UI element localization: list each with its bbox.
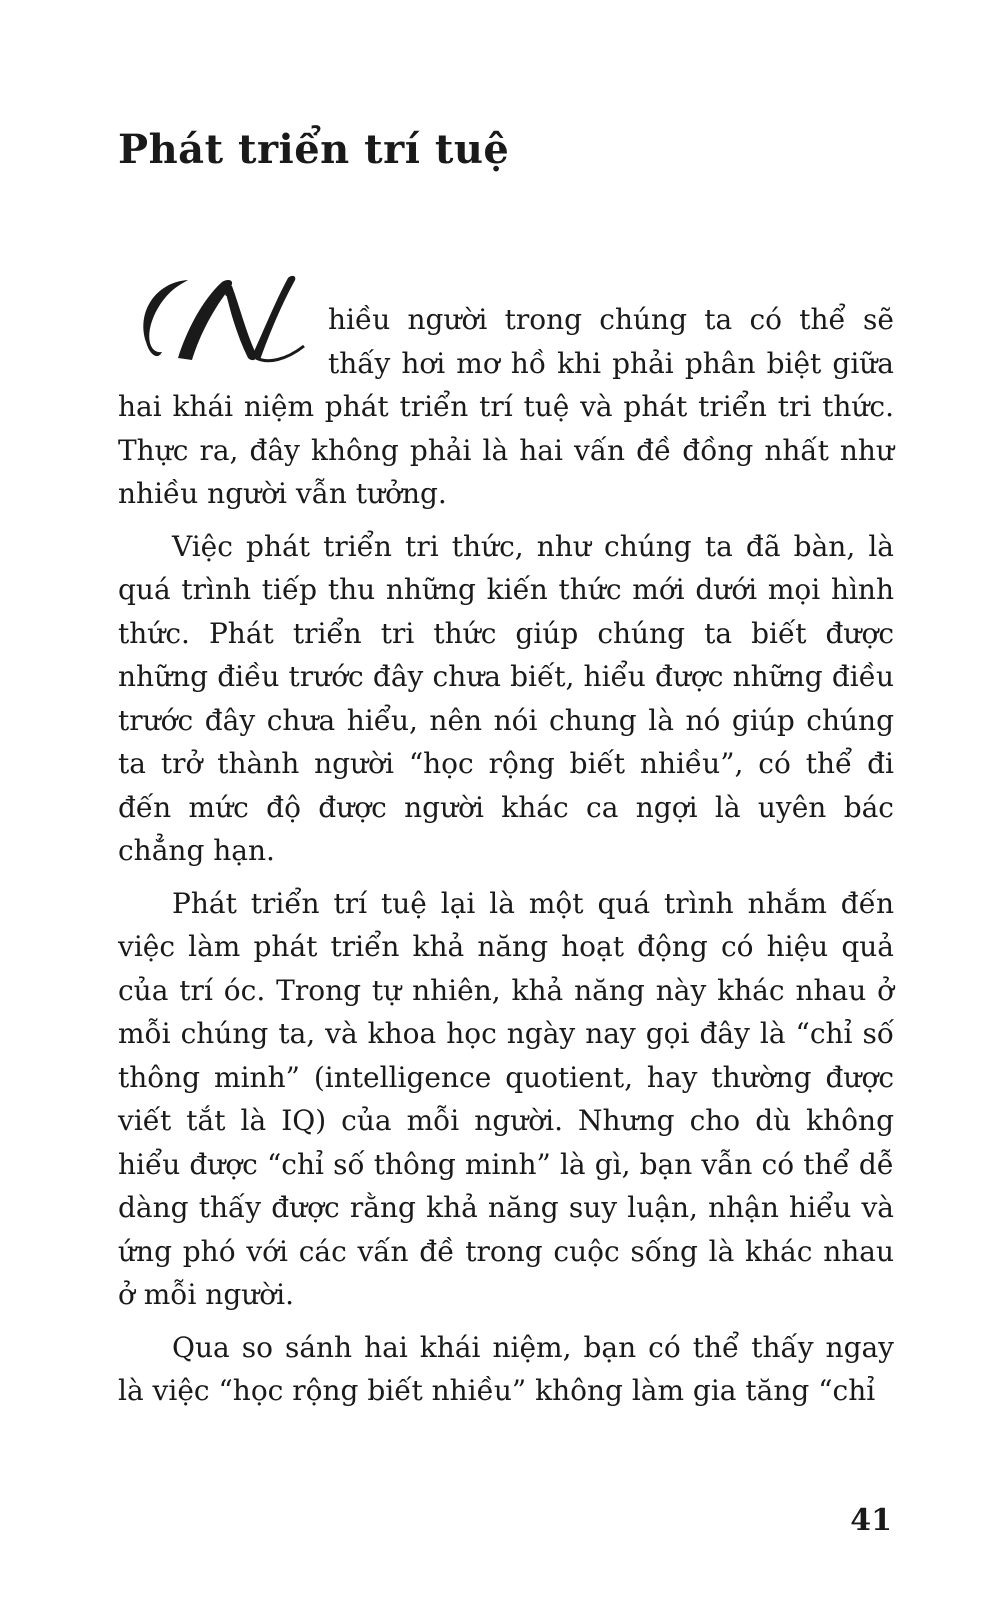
paragraph-3: Phát triển trí tuệ lại là một quá trình nhắm đến việc làm phát triển khả năng hoạt động có hiệu quả của trí óc. Trong tự nhiên, khả năng này khác nhau ở mỗi chúng ta, và khoa học ngày nay gọi đây là “chỉ số thông minh” (intelligence quotient, hay thường được viết tắt là IQ) của mỗi người. Nhưng cho dù không hiểu được “chỉ số thông minh” là gì, bạn vẫn có thể dễ dàng thấy được rằng khả năng suy luận, nhận hiểu và ứng phó với các vấn đề trong cuộc sống là khác nhau ở mỗi người. (118, 886, 894, 1311)
paragraph-2: Việc phát triển tri thức, như chúng ta đã bàn, là quá trình tiếp thu những kiến thức mới dưới mọi hình thức. Phát triển tri thức giúp chúng ta biết được những điều trước đây chưa biết, hiểu được những điều trước đây chưa hiểu, nên nói chung là nó giúp chúng ta trở thành người “học rộng biết nhiều”, có thể đi đến mức độ được người khác ca ngợi là uyên bác chẳng hạn. (118, 529, 894, 867)
page-number: 41 (850, 1503, 892, 1538)
body-text (118, 298, 894, 1422)
chapter-title: Phát triển trí tuệ (118, 126, 510, 173)
paragraph-1-text: hiều người trong chúng ta có thể sẽ thấy hơi mơ hồ khi phải phân biệt giữa hai khái niệm phát triển trí tuệ và phát triển tri thức. Thực ra, đây không phải là hai vấn đề đồng nhất như nhiều người vẫn tưởng. (118, 303, 894, 510)
paragraph-4: Qua so sánh hai khái niệm, bạn có thể thấy ngay là việc “học rộng biết nhiều” không làm gia tăng “chỉ (118, 1330, 894, 1407)
dropcap-letter-n (118, 272, 324, 364)
paragraph-1 (118, 298, 894, 516)
